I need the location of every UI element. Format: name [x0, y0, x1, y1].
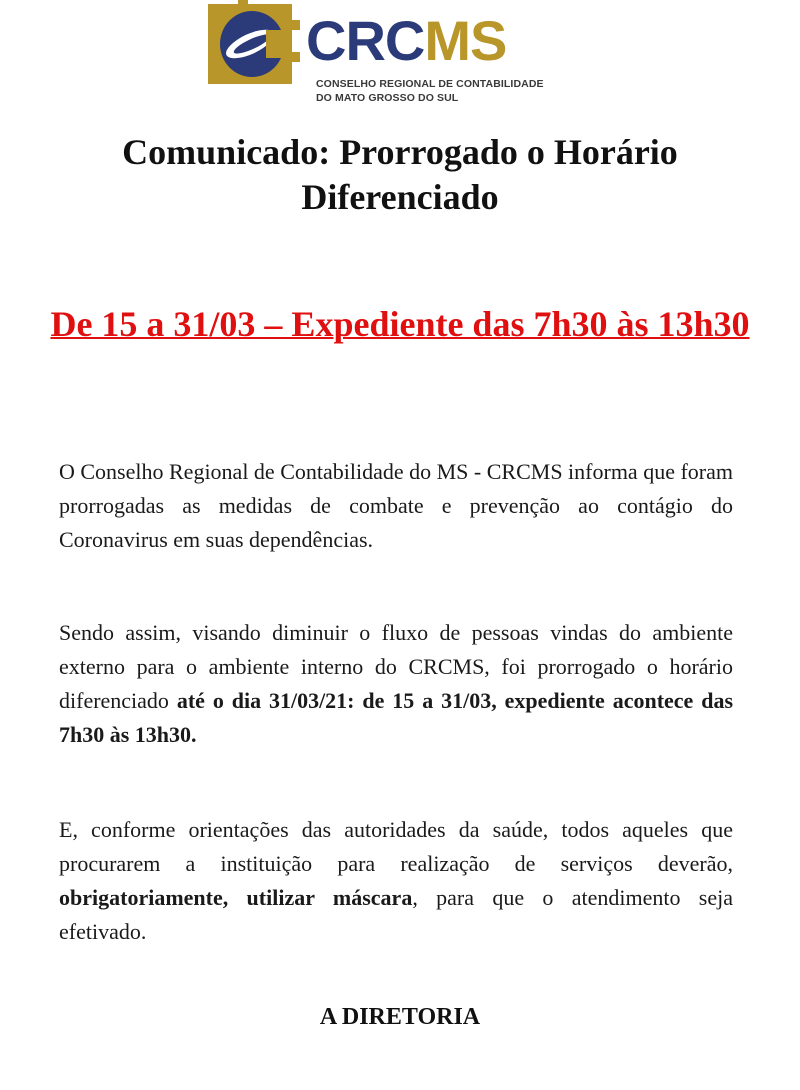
signature: A DIRETORIA	[319, 1004, 481, 1030]
logo-subtitle-line2: DO MATO GROSSO DO SUL	[316, 92, 459, 104]
schedule-headline: De 15 a 31/03 – Expediente das 7h30 às 13h30	[50, 304, 750, 344]
paragraph-schedule-bold: até o dia 31/03/21: de 15 a 31/03, expediente acontece das 7h30 às 13h30.	[59, 688, 734, 747]
paragraph-mask-requirement	[59, 813, 733, 949]
paragraph-announcement: O Conselho Regional de Contabilidade do MS - CRCMS informa que foram prorrogadas as medidas de combate e prevenção ao contágio do Coronavirus em suas dependências.	[59, 459, 733, 552]
paragraph-schedule-text: Sendo assim, visando diminuir o fluxo de pessoas vindas do ambiente externo para o ambiente interno do CRCMS, foi prorrogado o horário diferenciado	[59, 620, 733, 713]
paragraph-mask-text-1: E, conforme orientações das autoridades da saúde, todos aqueles que procurarem a instituição para realização de serviços deverão,	[59, 817, 733, 876]
crcms-emblem-icon	[208, 0, 300, 90]
logo-wordmark: CRCMS	[306, 9, 507, 72]
paragraph-mask-text-2: , para que o atendimento seja efetivado.	[59, 885, 733, 944]
crcms-logo	[208, 0, 568, 108]
page-title: Comunicado: Prorrogado o Horário Diferenciado	[122, 132, 678, 217]
logo-subtitle-line1: CONSELHO REGIONAL DE CONTABILIDADE	[316, 78, 544, 90]
paragraph-schedule	[59, 616, 733, 752]
paragraph-mask-bold: obrigatoriamente, utilizar máscara	[59, 885, 413, 910]
